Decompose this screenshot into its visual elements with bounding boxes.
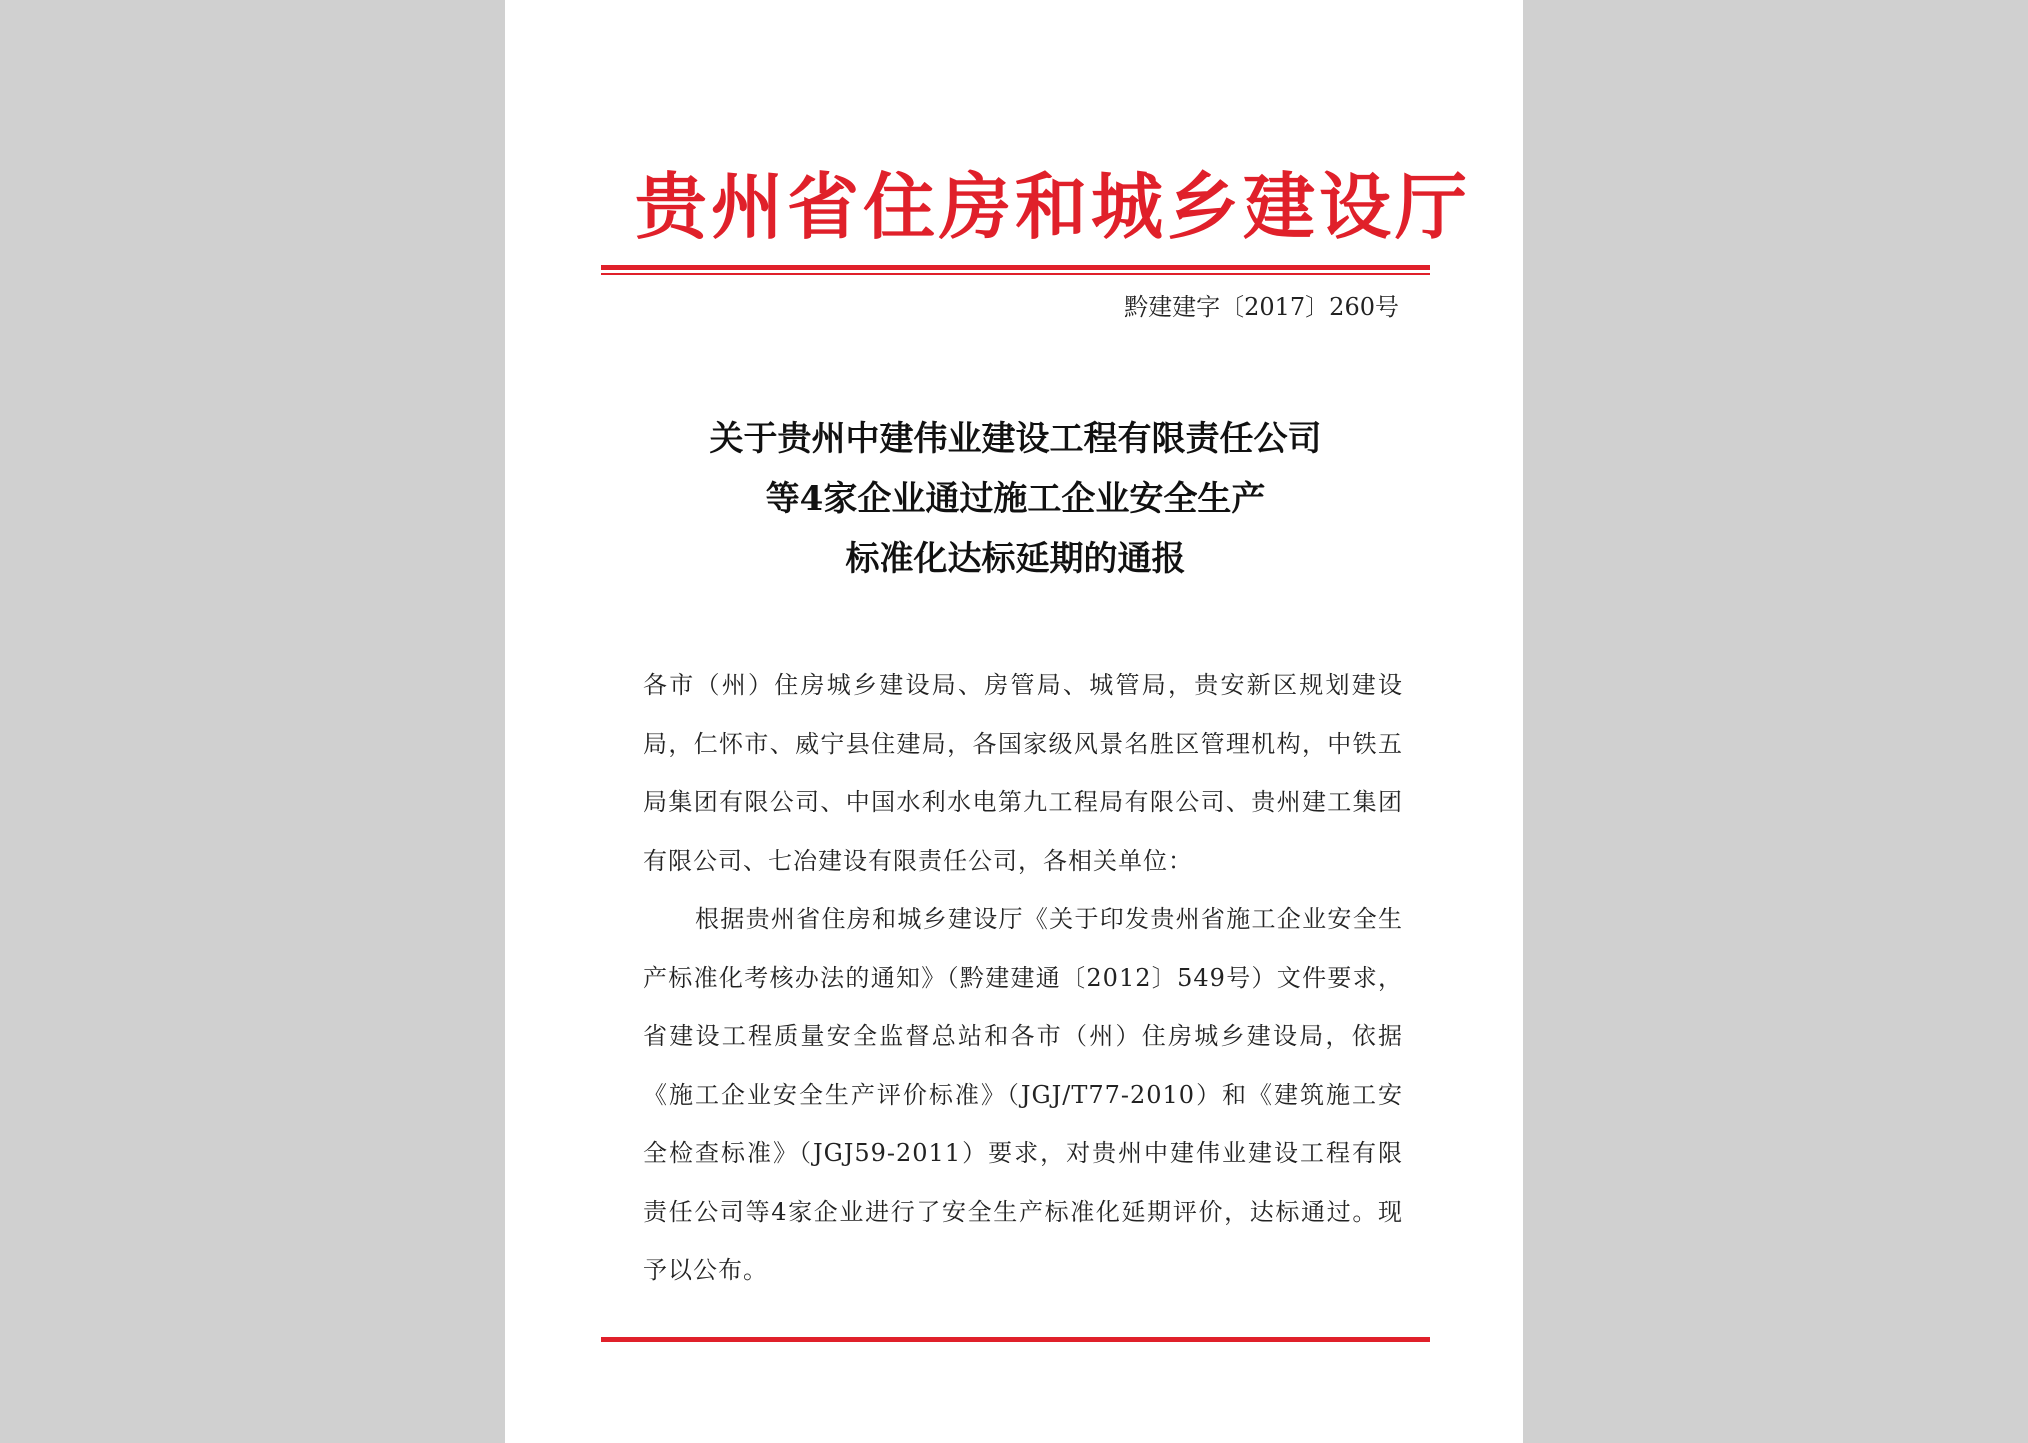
document-title-line: 标准化达标延期的通报 bbox=[845, 539, 1186, 579]
body-paragraph: 根据贵州省住房和城乡建设厅《关于印发贵州省施工企业安全生产标准化考核办法的通知》（黔建建通〔2012〕549号）文件要求，省建设工程质量安全监督总站和各市（州）住房城乡建设局，依据《施工企业安全生产评价标准》（JGJ/T77-2010）和《建筑施工安全检查标准》（JGJ59-2011）要求，对贵州中建伟业建设工程有限责任公司等4家企业进行了安全生产标准化延期评价，达标通过。现予以公布。 bbox=[643, 905, 1403, 1284]
issuer-header: 贵州省住房和城乡建设厅 bbox=[635, 164, 1472, 249]
addressee-paragraph: 各市（州）住房城乡建设局、房管局、城管局，贵安新区规划建设局，仁怀市、威宁县住建局，各国家级风景名胜区管理机构，中铁五局集团有限公司、中国水利水电第九工程局有限公司、贵州建工集团有限公司、七冶建设有限责任公司，各相关单位： bbox=[643, 671, 1403, 875]
document-title-line: 关于贵州中建伟业建设工程有限责任公司 bbox=[709, 419, 1322, 459]
document-page bbox=[505, 0, 1523, 1443]
document-title bbox=[601, 409, 1430, 589]
document-body bbox=[643, 656, 1403, 1300]
header-red-rule bbox=[601, 265, 1430, 270]
document-number: 黔建建字〔2017〕260号 bbox=[1124, 293, 1399, 321]
header-red-rule-thin bbox=[601, 273, 1430, 275]
document-title-line: 等4家企业通过施工企业安全生产 bbox=[765, 479, 1266, 519]
footer-red-rule bbox=[601, 1337, 1430, 1342]
